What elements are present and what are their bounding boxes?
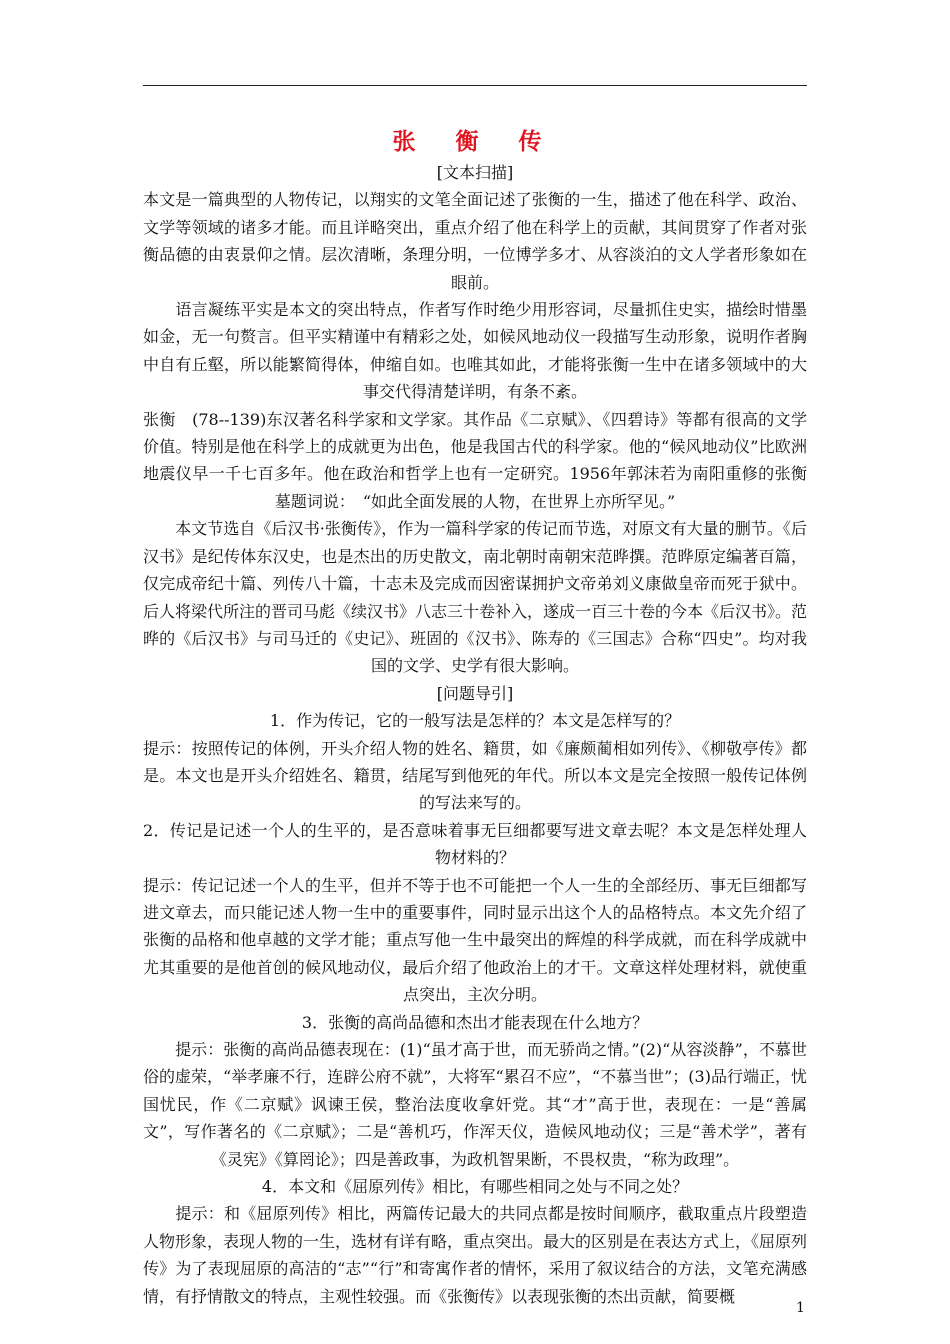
section-heading: [文本扫描]	[436, 163, 514, 182]
paragraph: 语言凝练平实是本文的突出特点，作者写作时绝少用形容词，尽量抓住史实，描绘时惜墨如金，无一句赘言。但平实精谨中有精彩之处，如候风地动仪一段描写生动形象，说明作者胸中自有丘壑，所以能繁简得体，伸缩自如。也唯其如此，才能将张衡一生中在诸多领域中的大事交代得清楚详明，有条不紊。	[143, 300, 807, 402]
answer: 提示：按照传记的体例，开头介绍人物的姓名、籍贯，如《廉颇蔺相如列传》、《柳敬亭传》都是。本文也是开头介绍姓名、籍贯，结尾写到他死的年代。所以本文是完全按照一般传记体例的写法来写的。	[143, 738, 807, 813]
page-number: 1	[796, 1300, 805, 1316]
answer: 提示：传记记述一个人的生平，但并不等于也不可能把一个人一生的全部经历、事无巨细都写进文章去，而只能记述人物一生中的重要事件，同时显示出这个人的品格特点。本文先介绍了张衡的品格和他卓越的文学才能；重点写他一生中最突出的辉煌的科学成就，而在科学成就中尤其重要的是他首创的候风地动仪，最后介绍了他政治上的才干。文章这样处理材料，就使重点突出，主次分明。	[143, 875, 807, 1005]
paragraph: 张衡 (78--139)东汉著名科学家和文学家。其作品《二京赋》、《四碧诗》等都有很高的文学价值。特别是他在科学上的成就更为出色，他是我国古代的科学家。他的“候风地动仪”比欧洲地震仪早一千七百多年。他在政治和哲学上也有一定研究。1956年郭沫若为南阳重修的张衡墓题词说： “如此全面发展的人物，在世界上亦所罕见。”	[143, 409, 807, 511]
answer: 提示：和《屈原列传》相比，两篇传记最大的共同点都是按时间顺序，截取重点片段塑造人物形象，表现人物的一生，选材有详有略，重点突出。最大的区别是在表达方式上，《屈原列传》为了表现屈原的高洁的“志”“行”和寄寓作者的情怀，采用了叙议结合的方法，文笔充满感情，有抒情散文的特点，主观性较强。而《张衡传》以表现张衡的杰出贡献，简要概	[143, 1204, 808, 1306]
question: 4．本文和《屈原列传》相比，有哪些相同之处与不同之处？	[261, 1177, 689, 1197]
section-heading: [问题导引]	[436, 683, 514, 703]
question: 1．作为传记，它的一般写法是怎样的？本文是怎样写的？	[269, 711, 681, 731]
document-body	[143, 125, 807, 1310]
question: 3．张衡的高尚品德和杰出才能表现在什么地方？	[301, 1012, 649, 1032]
header-rule	[143, 85, 807, 86]
page-title: 张 衡 传	[392, 128, 558, 155]
question: 2．传记是记述一个人的生平的，是否意味着事无巨细都要写进文章去呢？本文是怎样处理人物材料的？	[143, 820, 807, 868]
paragraph: 本文是一篇典型的人物传记，以翔实的文笔全面记述了张衡的一生，描述了他在科学、政治、文学等领域的诸多才能。而且详略突出，重点介绍了他在科学上的贡献，其间贯穿了作者对张衡品德的由衷景仰之情。层次清晰，条理分明，一位博学多才、从容淡泊的文人学者形象如在眼前。	[143, 190, 807, 292]
paragraph: 本文节选自《后汉书·张衡传》，作为一篇科学家的传记而节选，对原文有大量的删节。《后汉书》是纪传体东汉史，也是杰出的历史散文，南北朝时南朝宋范晔撰。范晔原定编著百篇，仅完成帝纪十篇、列传八十篇，十志未及完成而因密谋拥护文帝弟刘义康做皇帝而死于狱中。后人将梁代所注的晋司马彪《续汉书》八志三十卷补入，遂成一百三十卷的今本《后汉书》。范晔的《后汉书》与司马迁的《史记》、班固的《汉书》、陈寿的《三国志》合称“四史”。均对我国的文学、史学有很大影响。	[143, 519, 808, 676]
answer: 提示：张衡的高尚品德表现在：(1)“虽才高于世，而无骄尚之情。”(2)“从容淡静”，不慕世俗的虚荣，“举孝廉不行，连辟公府不就”，大将军“累召不应”，“不慕当世”；(3)品行端正，忧国忧民，作《二京赋》讽谏王侯，整治法度收拿奸党。其“才”高于世，表现在：一是“善属文”，写作著名的《二京赋》；二是“善机巧，作浑天仪，造候风地动仪；三是“善术学”，著有《灵宪》《算罔论》；四是善政事，为政机智果断，不畏权贵，“称为政理”。	[143, 1040, 807, 1169]
